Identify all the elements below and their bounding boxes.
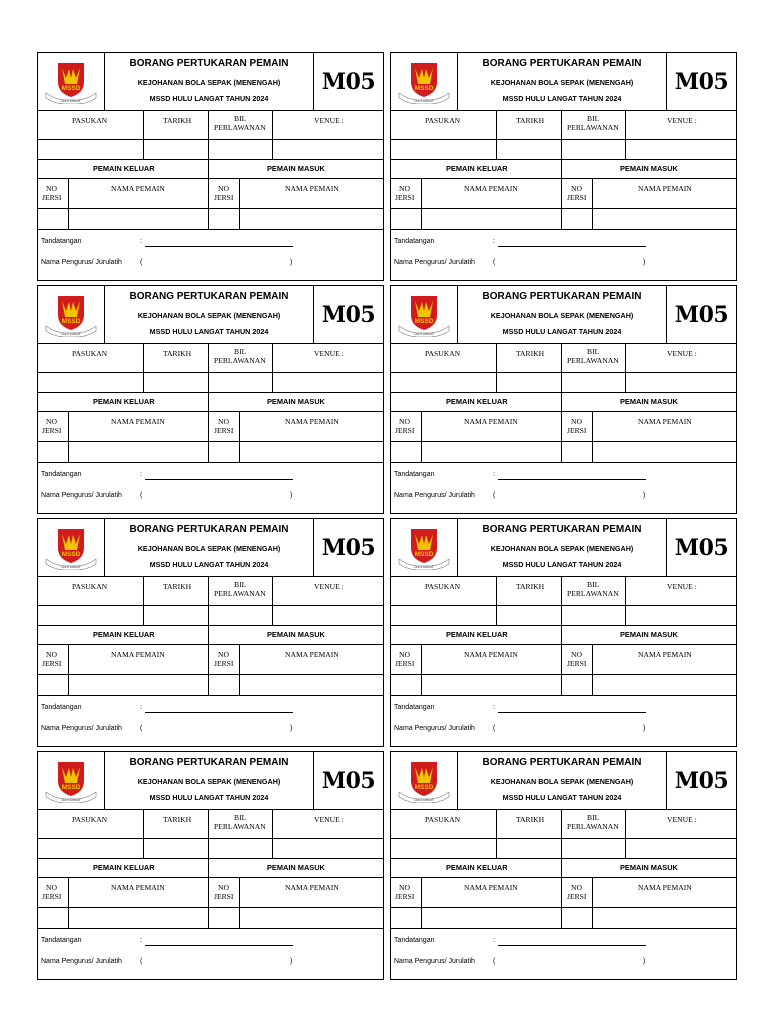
- title-cell: [458, 752, 667, 810]
- form-subtitle-2: MSSD HULU LANGAT TAHUN 2024: [502, 94, 622, 103]
- code-cell: [667, 519, 736, 577]
- jersi-label-right: JERSI: [567, 193, 587, 202]
- no-label-right: NO: [571, 883, 582, 892]
- bil-label: BIL: [587, 114, 600, 123]
- form-subtitle-2: MSSD HULU LANGAT TAHUN 2024: [149, 793, 269, 802]
- no-label-right: NO: [571, 184, 582, 193]
- no-label-left: NO: [399, 417, 410, 426]
- svg-text:MSSD: MSSD: [414, 318, 434, 325]
- open-paren: (: [493, 725, 496, 732]
- form-header: [38, 53, 383, 111]
- no-label-right: NO: [218, 650, 229, 659]
- pasukan-label: PASUKAN: [72, 582, 108, 591]
- tarikh-label: TARIKH: [163, 582, 192, 591]
- svg-text:MSSD: MSSD: [61, 85, 81, 92]
- jersi-label-right: JERSI: [567, 426, 587, 435]
- pemain-masuk-label: PEMAIN MASUK: [620, 397, 678, 406]
- pemain-keluar-label: PEMAIN KELUAR: [446, 397, 508, 406]
- tandatangan-label: Tandatangan: [41, 704, 82, 711]
- form-header: [391, 752, 736, 810]
- player-exchange-form-1: [37, 52, 384, 281]
- svg-text:MSSD: MSSD: [61, 318, 81, 325]
- open-paren: (: [493, 259, 496, 266]
- jersi-label-left: JERSI: [42, 659, 62, 668]
- tandatangan-label: Tandatangan: [41, 937, 82, 944]
- player-exchange-form-5: [37, 518, 384, 747]
- form-subtitle: KEJOHANAN BOLA SEPAK (MENENGAH): [490, 777, 634, 786]
- svg-text:MSSD: MSSD: [61, 551, 81, 558]
- signature-line: [145, 712, 293, 713]
- tandatangan-colon: :: [493, 704, 495, 711]
- nama-pengurus-label: Nama Pengurus/ Jurulatih: [41, 259, 122, 266]
- mssd-logo-icon: [395, 60, 453, 104]
- jersi-label-right: JERSI: [214, 892, 234, 901]
- venue-label: VENUE :: [314, 349, 344, 358]
- nama-pemain-label-left: NAMA PEMAIN: [464, 650, 518, 659]
- logo-cell: [38, 519, 105, 577]
- nama-pemain-label-left: NAMA PEMAIN: [111, 417, 165, 426]
- title-cell: [458, 53, 667, 111]
- signature-line: [145, 479, 293, 480]
- venue-label: VENUE :: [667, 582, 697, 591]
- tarikh-label: TARIKH: [163, 815, 192, 824]
- form-code: M05: [674, 69, 729, 95]
- tandatangan-label: Tandatangan: [394, 937, 435, 944]
- pemain-masuk-label: PEMAIN MASUK: [267, 863, 325, 872]
- tandatangan-colon: :: [493, 471, 495, 478]
- no-label-left: NO: [399, 184, 410, 193]
- pemain-keluar-label: PEMAIN KELUAR: [93, 397, 155, 406]
- title-cell: [105, 752, 314, 810]
- venue-label: VENUE :: [314, 116, 344, 125]
- tarikh-label: TARIKH: [163, 349, 192, 358]
- bil-label: BIL: [587, 347, 600, 356]
- bil-label: BIL: [234, 114, 247, 123]
- venue-label: VENUE :: [667, 815, 697, 824]
- form-subtitle: KEJOHANAN BOLA SEPAK (MENENGAH): [137, 78, 281, 87]
- code-cell: [314, 53, 383, 111]
- signature-line: [498, 246, 646, 247]
- svg-text:HULU LANGAT: HULU LANGAT: [414, 565, 434, 569]
- tarikh-label: TARIKH: [516, 349, 545, 358]
- svg-text:MSSD: MSSD: [414, 85, 434, 92]
- form-code: M05: [674, 535, 729, 561]
- pemain-keluar-label: PEMAIN KELUAR: [93, 630, 155, 639]
- tandatangan-label: Tandatangan: [394, 471, 435, 478]
- svg-text:HULU LANGAT: HULU LANGAT: [61, 798, 81, 802]
- pemain-keluar-label: PEMAIN KELUAR: [93, 164, 155, 173]
- form-subtitle: KEJOHANAN BOLA SEPAK (MENENGAH): [137, 311, 281, 320]
- title-cell: [105, 286, 314, 344]
- tandatangan-colon: :: [140, 937, 142, 944]
- code-cell: [314, 519, 383, 577]
- perlawanan-label: PERLAWANAN: [567, 822, 619, 831]
- code-cell: [667, 286, 736, 344]
- form-header: [391, 53, 736, 111]
- no-label-left: NO: [46, 184, 57, 193]
- nama-pemain-label-right: NAMA PEMAIN: [285, 883, 339, 892]
- nama-pemain-label-left: NAMA PEMAIN: [111, 650, 165, 659]
- form-subtitle: KEJOHANAN BOLA SEPAK (MENENGAH): [490, 544, 634, 553]
- mssd-logo-icon: [42, 759, 100, 803]
- open-paren: (: [140, 259, 143, 266]
- code-cell: [667, 53, 736, 111]
- jersi-label-left: JERSI: [42, 892, 62, 901]
- close-paren: ): [643, 492, 646, 499]
- nama-pengurus-label: Nama Pengurus/ Jurulatih: [394, 725, 475, 732]
- form-code: M05: [674, 302, 729, 328]
- open-paren: (: [493, 958, 496, 965]
- jersi-label-right: JERSI: [214, 426, 234, 435]
- form-title: BORANG PERTUKARAN PEMAIN: [482, 757, 642, 768]
- signature-line: [498, 712, 646, 713]
- pasukan-label: PASUKAN: [425, 349, 461, 358]
- code-cell: [667, 752, 736, 810]
- perlawanan-label: PERLAWANAN: [567, 589, 619, 598]
- no-label-left: NO: [46, 650, 57, 659]
- jersi-label-left: JERSI: [395, 892, 415, 901]
- close-paren: ): [643, 259, 646, 266]
- tarikh-label: TARIKH: [163, 116, 192, 125]
- tandatangan-label: Tandatangan: [394, 704, 435, 711]
- pasukan-label: PASUKAN: [72, 116, 108, 125]
- logo-cell: [391, 53, 458, 111]
- close-paren: ): [643, 958, 646, 965]
- form-header: [391, 286, 736, 344]
- pemain-masuk-label: PEMAIN MASUK: [267, 164, 325, 173]
- tandatangan-label: Tandatangan: [394, 238, 435, 245]
- nama-pengurus-label: Nama Pengurus/ Jurulatih: [41, 725, 122, 732]
- code-cell: [314, 286, 383, 344]
- svg-text:HULU LANGAT: HULU LANGAT: [61, 99, 81, 103]
- jersi-label-right: JERSI: [567, 659, 587, 668]
- form-subtitle-2: MSSD HULU LANGAT TAHUN 2024: [502, 560, 622, 569]
- player-exchange-form-2: [390, 52, 737, 281]
- nama-pemain-label-right: NAMA PEMAIN: [638, 650, 692, 659]
- form-title: BORANG PERTUKARAN PEMAIN: [129, 58, 289, 69]
- open-paren: (: [140, 492, 143, 499]
- logo-cell: [38, 752, 105, 810]
- form-title: BORANG PERTUKARAN PEMAIN: [482, 291, 642, 302]
- form-code: M05: [674, 768, 729, 794]
- form-subtitle: KEJOHANAN BOLA SEPAK (MENENGAH): [137, 544, 281, 553]
- nama-pemain-label-left: NAMA PEMAIN: [464, 417, 518, 426]
- jersi-label-right: JERSI: [567, 892, 587, 901]
- pemain-masuk-label: PEMAIN MASUK: [620, 164, 678, 173]
- mssd-logo-icon: [395, 526, 453, 570]
- nama-pemain-label-right: NAMA PEMAIN: [638, 883, 692, 892]
- tandatangan-colon: :: [493, 937, 495, 944]
- form-code: M05: [321, 535, 376, 561]
- form-subtitle: KEJOHANAN BOLA SEPAK (MENENGAH): [490, 78, 634, 87]
- player-exchange-form-3: [37, 285, 384, 514]
- venue-label: VENUE :: [314, 815, 344, 824]
- logo-cell: [38, 53, 105, 111]
- svg-text:HULU LANGAT: HULU LANGAT: [414, 332, 434, 336]
- pemain-keluar-label: PEMAIN KELUAR: [446, 630, 508, 639]
- form-subtitle-2: MSSD HULU LANGAT TAHUN 2024: [149, 327, 269, 336]
- mssd-logo-icon: [395, 759, 453, 803]
- form-title: BORANG PERTUKARAN PEMAIN: [129, 291, 289, 302]
- form-subtitle-2: MSSD HULU LANGAT TAHUN 2024: [502, 327, 622, 336]
- tandatangan-colon: :: [140, 471, 142, 478]
- no-label-right: NO: [571, 417, 582, 426]
- bil-label: BIL: [234, 580, 247, 589]
- form-title: BORANG PERTUKARAN PEMAIN: [482, 58, 642, 69]
- no-label-left: NO: [399, 883, 410, 892]
- title-cell: [105, 53, 314, 111]
- no-label-left: NO: [46, 417, 57, 426]
- perlawanan-label: PERLAWANAN: [567, 356, 619, 365]
- open-paren: (: [140, 725, 143, 732]
- nama-pengurus-label: Nama Pengurus/ Jurulatih: [394, 492, 475, 499]
- bil-label: BIL: [587, 580, 600, 589]
- title-cell: [458, 519, 667, 577]
- tandatangan-label: Tandatangan: [41, 471, 82, 478]
- nama-pemain-label-right: NAMA PEMAIN: [285, 184, 339, 193]
- tandatangan-colon: :: [140, 704, 142, 711]
- nama-pengurus-label: Nama Pengurus/ Jurulatih: [41, 492, 122, 499]
- close-paren: ): [290, 259, 293, 266]
- form-header: [38, 519, 383, 577]
- pasukan-label: PASUKAN: [425, 815, 461, 824]
- no-label-left: NO: [399, 650, 410, 659]
- close-paren: ): [290, 958, 293, 965]
- player-exchange-form-6: [390, 518, 737, 747]
- svg-text:MSSD: MSSD: [61, 784, 81, 791]
- mssd-logo-icon: [42, 526, 100, 570]
- tarikh-label: TARIKH: [516, 582, 545, 591]
- svg-text:MSSD: MSSD: [414, 551, 434, 558]
- form-subtitle-2: MSSD HULU LANGAT TAHUN 2024: [149, 560, 269, 569]
- nama-pemain-label-right: NAMA PEMAIN: [285, 650, 339, 659]
- signature-line: [498, 479, 646, 480]
- form-code: M05: [321, 302, 376, 328]
- signature-line: [145, 945, 293, 946]
- bil-label: BIL: [587, 813, 600, 822]
- pemain-keluar-label: PEMAIN KELUAR: [446, 164, 508, 173]
- form-subtitle: KEJOHANAN BOLA SEPAK (MENENGAH): [137, 777, 281, 786]
- venue-label: VENUE :: [314, 582, 344, 591]
- nama-pemain-label-left: NAMA PEMAIN: [464, 184, 518, 193]
- form-title: BORANG PERTUKARAN PEMAIN: [482, 524, 642, 535]
- title-cell: [458, 286, 667, 344]
- perlawanan-label: PERLAWANAN: [214, 589, 266, 598]
- player-exchange-form-8: [390, 751, 737, 980]
- pemain-masuk-label: PEMAIN MASUK: [620, 863, 678, 872]
- pasukan-label: PASUKAN: [425, 116, 461, 125]
- svg-text:HULU LANGAT: HULU LANGAT: [414, 99, 434, 103]
- close-paren: ): [290, 725, 293, 732]
- signature-line: [145, 246, 293, 247]
- jersi-label-left: JERSI: [42, 426, 62, 435]
- no-label-right: NO: [218, 883, 229, 892]
- jersi-label-left: JERSI: [395, 426, 415, 435]
- pasukan-label: PASUKAN: [425, 582, 461, 591]
- form-header: [391, 519, 736, 577]
- pemain-keluar-label: PEMAIN KELUAR: [446, 863, 508, 872]
- jersi-label-right: JERSI: [214, 659, 234, 668]
- perlawanan-label: PERLAWANAN: [214, 822, 266, 831]
- player-exchange-form-4: [390, 285, 737, 514]
- jersi-label-left: JERSI: [395, 193, 415, 202]
- nama-pemain-label-left: NAMA PEMAIN: [111, 883, 165, 892]
- nama-pengurus-label: Nama Pengurus/ Jurulatih: [394, 259, 475, 266]
- nama-pemain-label-right: NAMA PEMAIN: [638, 417, 692, 426]
- tandatangan-colon: :: [493, 238, 495, 245]
- mssd-logo-icon: [42, 60, 100, 104]
- close-paren: ): [290, 492, 293, 499]
- nama-pemain-label-right: NAMA PEMAIN: [638, 184, 692, 193]
- jersi-label-right: JERSI: [214, 193, 234, 202]
- venue-label: VENUE :: [667, 349, 697, 358]
- bil-label: BIL: [234, 813, 247, 822]
- jersi-label-left: JERSI: [395, 659, 415, 668]
- pemain-masuk-label: PEMAIN MASUK: [267, 397, 325, 406]
- pasukan-label: PASUKAN: [72, 815, 108, 824]
- open-paren: (: [140, 958, 143, 965]
- nama-pengurus-label: Nama Pengurus/ Jurulatih: [394, 958, 475, 965]
- no-label-right: NO: [571, 650, 582, 659]
- open-paren: (: [493, 492, 496, 499]
- pasukan-label: PASUKAN: [72, 349, 108, 358]
- svg-text:MSSD: MSSD: [414, 784, 434, 791]
- tarikh-label: TARIKH: [516, 116, 545, 125]
- jersi-label-left: JERSI: [42, 193, 62, 202]
- form-subtitle-2: MSSD HULU LANGAT TAHUN 2024: [149, 94, 269, 103]
- mssd-logo-icon: [42, 293, 100, 337]
- svg-text:HULU LANGAT: HULU LANGAT: [61, 565, 81, 569]
- perlawanan-label: PERLAWANAN: [214, 356, 266, 365]
- pemain-keluar-label: PEMAIN KELUAR: [93, 863, 155, 872]
- code-cell: [314, 752, 383, 810]
- form-header: [38, 286, 383, 344]
- svg-text:HULU LANGAT: HULU LANGAT: [61, 332, 81, 336]
- nama-pemain-label-right: NAMA PEMAIN: [285, 417, 339, 426]
- venue-label: VENUE :: [667, 116, 697, 125]
- title-cell: [105, 519, 314, 577]
- pemain-masuk-label: PEMAIN MASUK: [267, 630, 325, 639]
- bil-label: BIL: [234, 347, 247, 356]
- form-code: M05: [321, 69, 376, 95]
- close-paren: ): [643, 725, 646, 732]
- signature-line: [498, 945, 646, 946]
- form-subtitle-2: MSSD HULU LANGAT TAHUN 2024: [502, 793, 622, 802]
- form-code: M05: [321, 768, 376, 794]
- mssd-logo-icon: [395, 293, 453, 337]
- player-exchange-form-7: [37, 751, 384, 980]
- no-label-right: NO: [218, 184, 229, 193]
- perlawanan-label: PERLAWANAN: [567, 123, 619, 132]
- pemain-masuk-label: PEMAIN MASUK: [620, 630, 678, 639]
- tandatangan-label: Tandatangan: [41, 238, 82, 245]
- form-title: BORANG PERTUKARAN PEMAIN: [129, 524, 289, 535]
- nama-pemain-label-left: NAMA PEMAIN: [464, 883, 518, 892]
- perlawanan-label: PERLAWANAN: [214, 123, 266, 132]
- form-title: BORANG PERTUKARAN PEMAIN: [129, 757, 289, 768]
- svg-text:HULU LANGAT: HULU LANGAT: [414, 798, 434, 802]
- tandatangan-colon: :: [140, 238, 142, 245]
- tarikh-label: TARIKH: [516, 815, 545, 824]
- form-header: [38, 752, 383, 810]
- no-label-left: NO: [46, 883, 57, 892]
- form-subtitle: KEJOHANAN BOLA SEPAK (MENENGAH): [490, 311, 634, 320]
- logo-cell: [391, 519, 458, 577]
- logo-cell: [391, 286, 458, 344]
- nama-pengurus-label: Nama Pengurus/ Jurulatih: [41, 958, 122, 965]
- logo-cell: [38, 286, 105, 344]
- no-label-right: NO: [218, 417, 229, 426]
- logo-cell: [391, 752, 458, 810]
- nama-pemain-label-left: NAMA PEMAIN: [111, 184, 165, 193]
